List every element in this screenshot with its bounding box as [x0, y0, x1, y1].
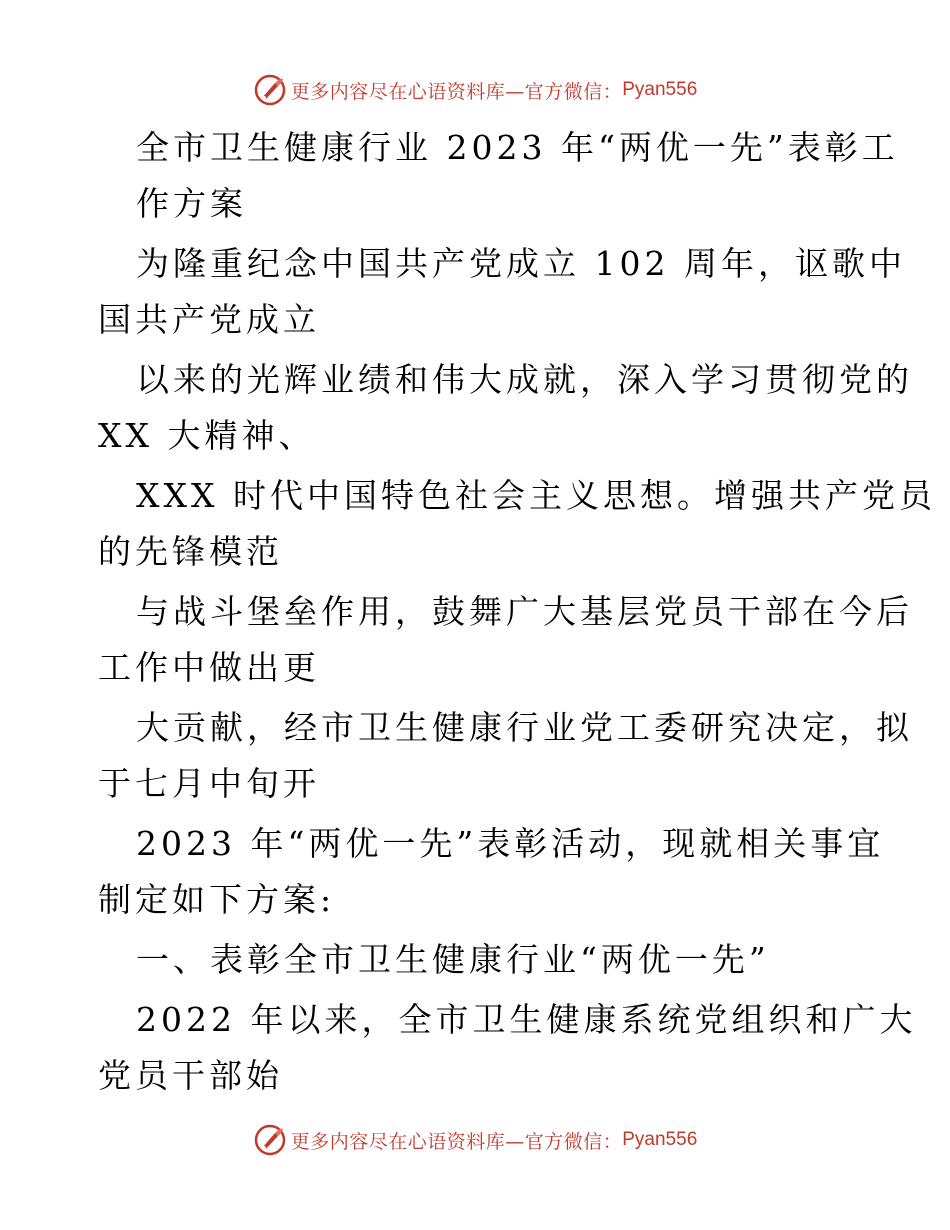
- watermark-text: 更多内容尽在心语资料库—官方微信：: [290, 1130, 623, 1153]
- watermark-wechat-id: Pyan556: [622, 1129, 698, 1150]
- paragraph-line: XXX 时代中国特色社会主义思想。增强共产党员: [136, 476, 936, 515]
- paragraph-line: 以来的光辉业绩和伟大成就，深入学习贯彻党的: [136, 360, 913, 399]
- watermark-header: [0, 70, 950, 110]
- watermark-wechat-id: Pyan556: [622, 79, 698, 100]
- paragraph-line: 与战斗堡垒作用，鼓舞广大基层党员干部在今后: [136, 592, 913, 631]
- paragraph-line: 2023 年“两优一先”表彰活动，现就相关事宜: [136, 824, 885, 863]
- paragraph-line: 的先锋模范: [98, 532, 283, 571]
- paragraph-line: 大贡献，经市卫生健康行业党工委研究决定，拟: [136, 708, 913, 747]
- paragraph-line: XX 大精神、: [98, 416, 316, 455]
- paragraph-line: 制定如下方案:: [98, 880, 336, 919]
- watermark-footer: [0, 1120, 950, 1160]
- section-heading: 一、表彰全市卫生健康行业“两优一先”: [136, 940, 770, 979]
- doc-title-line-2: 作方案: [136, 184, 247, 223]
- watermark-text: 更多内容尽在心语资料库—官方微信：: [290, 80, 623, 103]
- quill-logo-icon: [253, 73, 287, 107]
- doc-title-line-1: 全市卫生健康行业 2023 年“两优一先”表彰工: [136, 128, 899, 167]
- paragraph-line: 国共产党成立: [98, 300, 320, 339]
- paragraph-line: 党员干部始: [98, 1056, 283, 1095]
- paragraph-line: 工作中做出更: [98, 648, 320, 687]
- paragraph-line: 2022 年以来，全市卫生健康系统党组织和广大: [136, 1000, 917, 1039]
- paragraph-line: 为隆重纪念中国共产党成立 102 周年，讴歌中: [136, 244, 906, 283]
- quill-logo-icon: [253, 1123, 287, 1157]
- paragraph-line: 于七月中旬开: [98, 764, 320, 803]
